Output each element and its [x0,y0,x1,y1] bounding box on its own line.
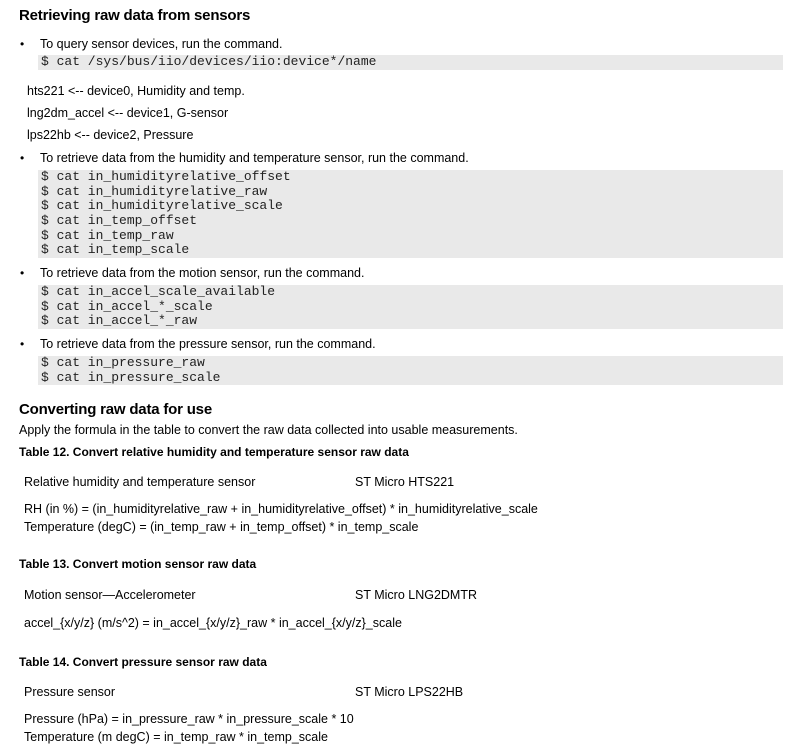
bullet-motion-text: To retrieve data from the motion sensor, run the command. [40,266,365,280]
section-intro: Apply the formula in the table to convert the raw data collected into usable measurements. [19,423,518,437]
code-line: $ cat in_pressure_raw [41,355,205,370]
table12-formula: Temperature (degC) = (in_temp_raw + in_temp_offset) * in_temp_scale [24,520,419,534]
table14-formula: Temperature (m degC) = in_temp_raw * in_temp_scale [24,730,328,744]
device-line: lng2dm_accel <-- device1, G-sensor [27,106,229,120]
code-line: $ cat in_temp_scale [41,242,190,258]
code-line: $ cat in_pressure_scale [41,369,221,385]
table-caption-12: Table 12. Convert relative humidity and temperature sensor raw data [19,445,409,459]
table12-part: ST Micro HTS221 [355,475,455,489]
table13-formula: accel_{x/y/z} (m/s^2) = in_accel_{x/y/z}_raw * in_accel_{x/y/z}_scale [24,616,402,630]
code-line: $ cat in_accel_scale_available [41,284,276,299]
code-block-motion [38,285,783,329]
table12-formula: RH (in %) = (in_humidityrelative_raw + in_humidityrelative_offset) * in_humidityrelative_scale [24,502,538,516]
code-line: $ cat in_accel_*_raw [41,313,198,329]
code-line: $ cat in_humidityrelative_offset [41,169,291,184]
section-heading-retrieving: Retrieving raw data from sensors [19,7,251,24]
bullet-query-text: To query sensor devices, run the command. [40,37,283,51]
table13-sensor: Motion sensor—Accelerometer [24,588,196,602]
table-caption-13: Table 13. Convert motion sensor raw data [19,557,257,571]
device-line: hts221 <-- device0, Humidity and temp. [27,84,245,98]
code-block-humidity [38,170,783,258]
table13-part: ST Micro LNG2DMTR [355,588,478,602]
bullet-pressure-text: To retrieve data from the pressure sensor, run the command. [40,337,376,351]
code-line: $ cat /sys/bus/iio/devices/iio:device*/name [41,54,377,69]
bullet-marker: • [20,337,25,351]
bullet-marker: • [20,151,25,165]
table14-part: ST Micro LPS22HB [355,685,464,699]
bullet-marker: • [20,266,25,280]
table12-sensor: Relative humidity and temperature sensor [24,475,256,489]
code-line: $ cat in_temp_raw [41,227,174,243]
code-block-pressure [38,356,783,385]
code-line: $ cat in_accel_*_scale [41,298,213,314]
device-line: lps22hb <-- device2, Pressure [27,128,194,142]
table-caption-14: Table 14. Convert pressure sensor raw data [19,655,267,669]
bullet-humidity-text: To retrieve data from the humidity and temperature sensor, run the command. [40,151,469,165]
bullet-marker: • [20,37,25,51]
section-heading-converting: Converting raw data for use [19,401,212,418]
code-line: $ cat in_humidityrelative_raw [41,183,268,199]
table14-formula: Pressure (hPa) = in_pressure_raw * in_pressure_scale * 10 [24,712,354,726]
code-line: $ cat in_temp_offset [41,213,198,229]
table14-sensor: Pressure sensor [24,685,116,699]
code-block-query [38,55,783,70]
code-line: $ cat in_humidityrelative_scale [41,198,283,214]
